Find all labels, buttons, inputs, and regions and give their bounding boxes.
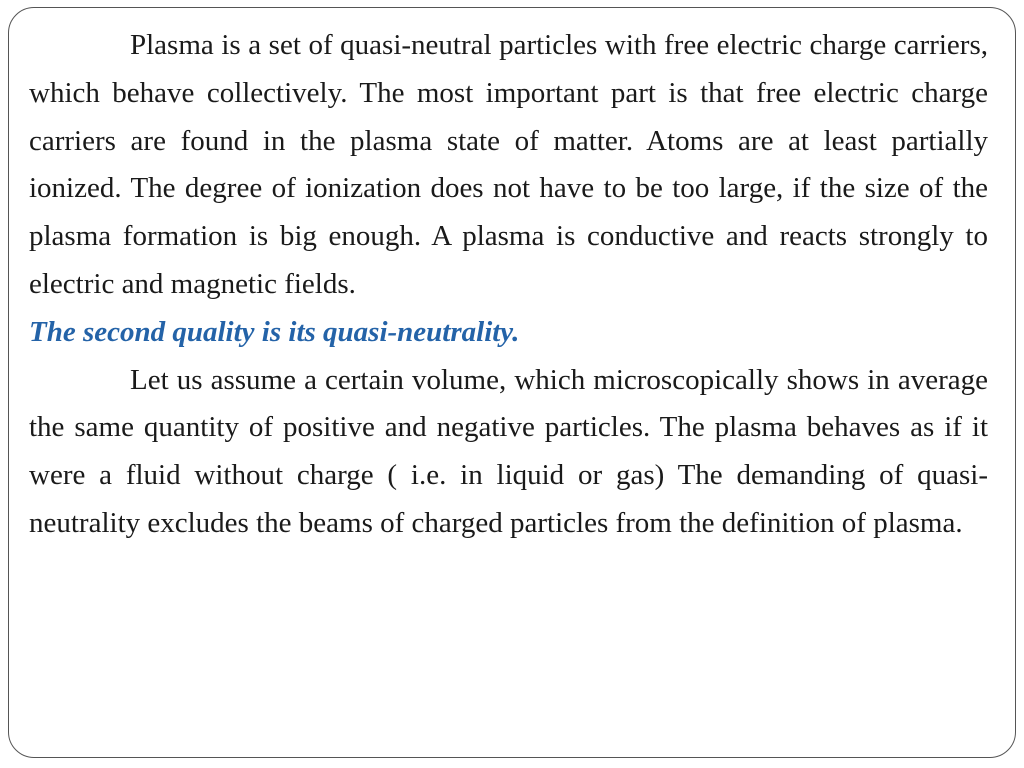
subheading-quasi-neutrality: The second quality is its quasi-neutrality. xyxy=(29,315,520,348)
paragraph-quasi-neutrality: Let us assume a certain volume, which microscopically shows in average the same quantity of positive and negative particles. The plasma behaves as if it were a fluid without charge ( i.e. in liquid or gas) The demanding of quasi-neutrality excludes the beams of charged particles from the definition of plasma. xyxy=(29,363,988,539)
slide-body xyxy=(29,22,988,548)
paragraph-plasma-definition: Plasma is a set of quasi-neutral particles with free electric charge carriers, which behave collectively. The most important part is that free electric charge carriers are found in the plasma state of matter. Atoms are at least partially ionized. The degree of ionization does not have to be too large, if the size of the plasma formation is big enough. A plasma is conductive and reacts strongly to electric and magnetic fields. xyxy=(29,29,988,300)
